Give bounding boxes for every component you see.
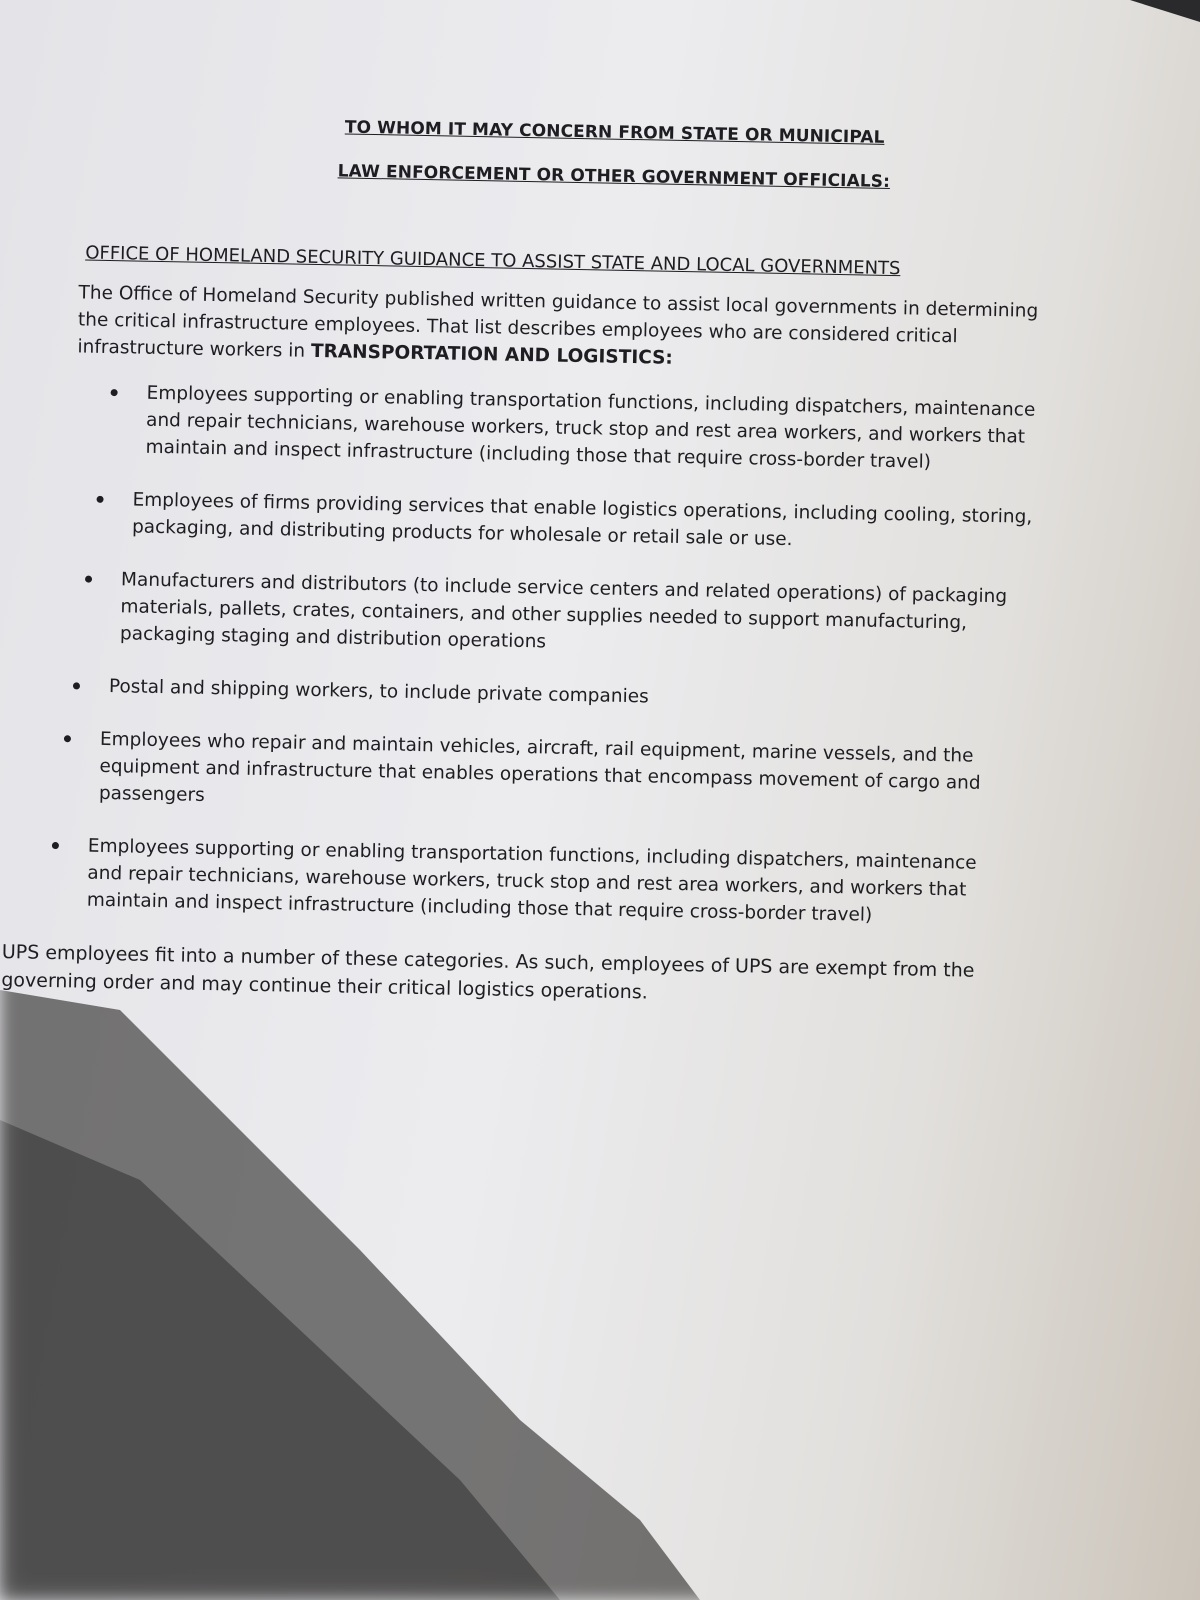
bullet-icon [97,496,104,503]
list-item [87,833,1013,932]
letter-body [1,112,1100,1015]
list-item-text: Employees supporting or enabling transportation functions, including dispatchers, maintenance and repair technicians, warehouse workers, truck stop and rest area workers, and workers that maintain and inspect infrastructure (including those that require cross-border travel) [145,382,1036,473]
list-item [109,673,1034,718]
list-item [145,380,1071,479]
list-item-text: Employees who repair and maintain vehicles, aircraft, rail equipment, marine vessels, and the equipment and infrastructure that enables operations that encompass movement of cargo and passengers [98,728,981,806]
bullet-icon [64,735,71,742]
section-title: OFFICE OF HOMELAND SECURITY GUIDANCE TO ASSIST STATE AND LOCAL GOVERNMENTS [85,242,901,280]
list-item [132,486,1078,558]
bullet-icon [73,682,80,689]
list-item [99,726,1025,825]
intro-bold-text: TRANSPORTATION AND LOGISTICS: [310,340,674,369]
intro-paragraph [77,279,1058,379]
list-item-text: Employees supporting or enabling transportation functions, including dispatchers, maintenance and repair technicians, warehouse workers, truck stop and rest area workers, and workers that maintain and inspect infrastructure (including those that require cross-border travel) [86,835,977,926]
closing-paragraph: UPS employees fit into a number of these categories. As such, employees of UPS are exempt from the governing order and may continue their critical logistics operations. [1,941,975,1004]
heading-line-1: TO WHOM IT MAY CONCERN FROM STATE OR MUNICIPAL [344,117,885,148]
intro-text: The Office of Homeland Security published written guidance to assist local governments in determining the critical infrastructure employees. That list describes employees who are considered critical infrastructure workers in [77,282,1039,362]
bullet-icon [85,576,92,583]
heading-line-2: LAW ENFORCEMENT OR OTHER GOVERNMENT OFFICIALS: [337,161,891,192]
bullet-icon [111,389,118,396]
list-item-text: Manufacturers and distributors (to include service centers and related operations) of packaging materials, pallets, crates, containers, and other supplies needed to support manufacturing, packaging staging and distribution operations [119,569,1008,653]
worker-category-list [45,378,1095,933]
bullet-icon [52,842,59,849]
list-item-text: Postal and shipping workers, to include private companies [108,676,649,708]
dark-corner [1130,0,1200,22]
list-item-text: Employees of firms providing services that enable logistics operations, including cooling, storing, packaging, and distributing products for wholesale or retail sale or use. [131,489,1033,551]
list-item [120,566,1046,665]
